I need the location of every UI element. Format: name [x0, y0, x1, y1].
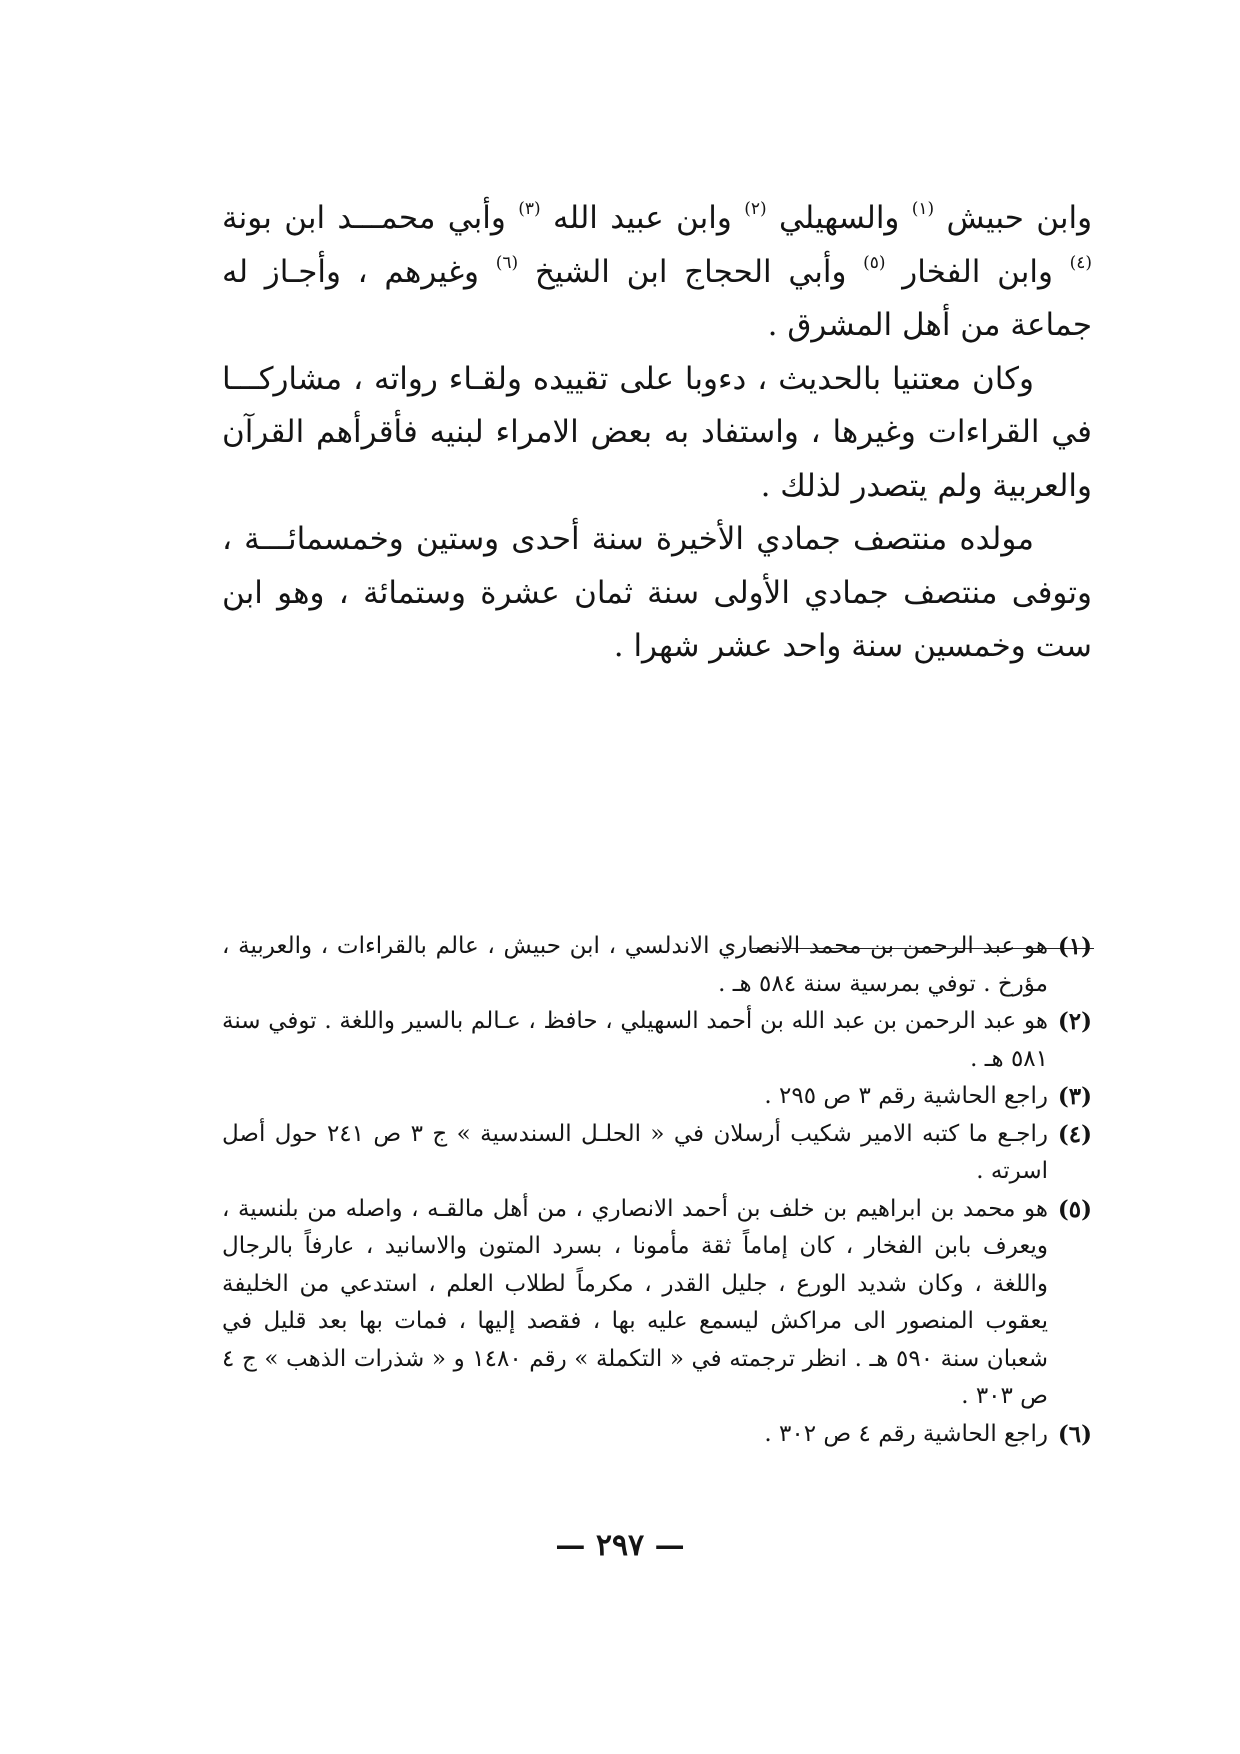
footnote-ref: (٥): [863, 252, 886, 273]
footnote-number: (٦): [1057, 1420, 1092, 1448]
footnote-item: [222, 1078, 1092, 1116]
footnote-number: (١): [1057, 933, 1092, 960]
footnotes: [222, 928, 1092, 1453]
text-segment: والسهيلي: [778, 200, 900, 236]
paragraph-3: مولده منتصف جمادي الأخيرة سنة أحدى وستين وخمسمائـــة ، وتوفى منتصف جمادي الأولى سنة ثمان عشرة وستمائة ، وهو ابن ست وخمسين سنة واحد عشر شهرا .: [222, 521, 1092, 664]
footnote-text: هو عبد الرحمن بن محمد الانصاري الاندلسي ، ابن حبيش ، عالم بالقراءات ، والعربية ، مؤرخ . توفي بمرسية سنة ٥٨٤ هـ .: [222, 933, 1048, 997]
paragraph-2: وكان معتنيا بالحديث ، دءوبا على تقييده ولقـاء رواته ، مشاركـــا في القراءات وغيرها ، واستفاد به بعض الامراء لبنيه فأقرأهم القرآن والعربية ولم يتصدر لذلك .: [222, 360, 1092, 504]
footnote-ref: (٢): [744, 199, 767, 219]
paragraph-1: [222, 192, 1092, 353]
footnote-text: هو محمد بن ابراهيم بن خلف بن أحمد الانصاري ، من أهل مالقـه ، واصله من بلنسية ، ويعرف بابن الفخار ، كان إماماً ثقة مأمونا ، بسرد المتون والاسانيد ، عارفاً بالرجال واللغة ، وكان شديد الورع ، جليل القدر ، مكرماً لطلاب العلم ، استدعي من الخليفة يعقوب المنصور الى مراكش ليسمع عليه بها ، فقصد إليها ، فمات بها بعد قليل في شعبان سنة ٥٩٠ هـ . انظر ترجمته في « التكملة » رقم ١٤٨٠ و « شذرات الذهب » ج ٤ ص ٣٠٣ .: [222, 1195, 1049, 1409]
text-segment: وابن عبيد الله: [552, 200, 732, 236]
footnote-text: هو عبد الرحمن بن عبد الله بن أحمد السهيلي ، حافظ ، عـالم بالسير واللغة . توفي سنة ٥٨١ هـ .: [222, 1008, 1048, 1072]
footnote-ref: (٤): [1069, 252, 1093, 273]
footnote-item: [222, 1003, 1092, 1078]
footnote-number: (٥): [1057, 1195, 1092, 1223]
text-segment: وأبي محمـــد ابن بونة: [222, 200, 506, 236]
footnote-item: [222, 1416, 1092, 1454]
text-segment: وابن الفخار: [902, 253, 1053, 290]
text-segment: وأبي الحجاج ابن الشيخ: [534, 253, 847, 290]
footnote-text: راجع الحاشية رقم ٣ ص ٢٩٥ .: [764, 1083, 1048, 1109]
footnote-ref: (٦): [495, 252, 519, 273]
footnote-item: [222, 928, 1092, 1003]
page-number: — ٢٩٧ —: [555, 1528, 685, 1563]
text-segment: وابن حبيش: [946, 200, 1093, 236]
footnote-number: (٤): [1057, 1120, 1092, 1148]
main-text: [222, 192, 1092, 674]
footnote-ref: (١): [911, 199, 935, 219]
footnote-text: راجـع ما كتبه الامير شكيب أرسلان في « الحلـل السندسية » ج ٣ ص ٢٤١ حول أصل اسرته .: [222, 1120, 1048, 1184]
footnote-number: (٢): [1057, 1008, 1092, 1035]
footnote-number: (٣): [1057, 1083, 1092, 1110]
footnote-text: راجع الحاشية رقم ٤ ص ٣٠٢ .: [764, 1420, 1048, 1447]
footnote-ref: (٣): [518, 199, 541, 219]
text-segment: وغيرهم ، وأجـاز له جماعة من أهل المشرق .: [222, 253, 1092, 343]
footnote-item: [222, 1116, 1092, 1191]
footnote-item: [222, 1191, 1092, 1416]
